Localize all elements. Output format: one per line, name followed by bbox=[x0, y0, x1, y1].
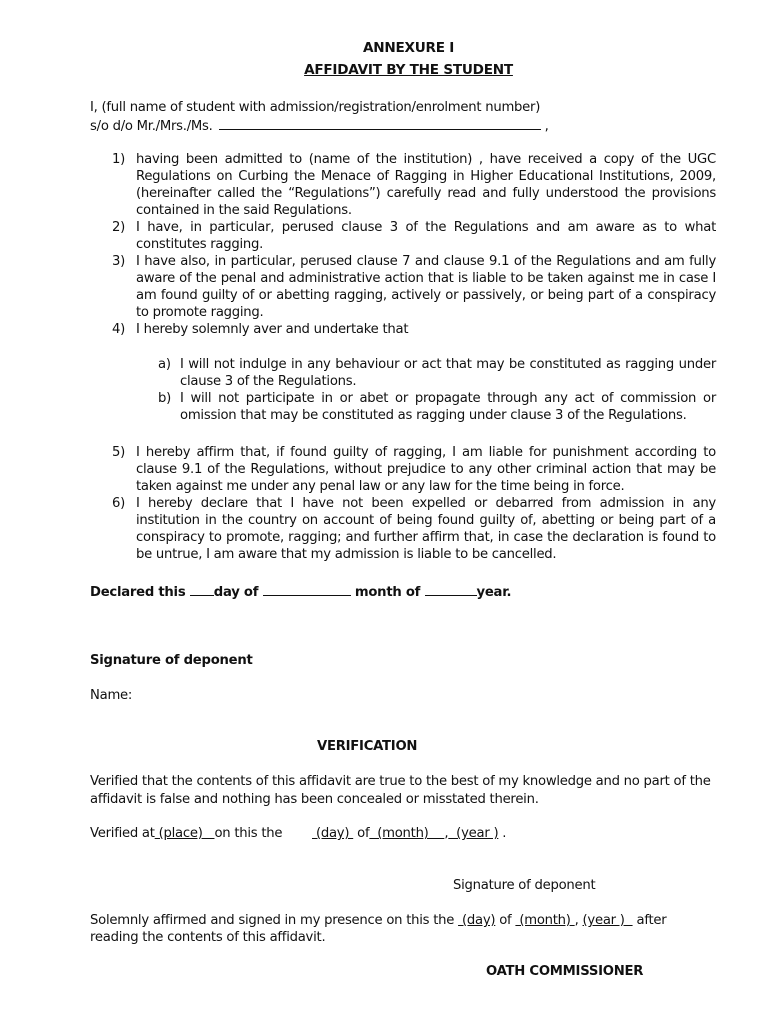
verification-line-2: affidavit is false and nothing has been concealed or misstated therein. bbox=[90, 792, 539, 807]
clause-text: I hereby solemnly aver and undertake that bbox=[136, 322, 409, 337]
day-field[interactable]: (day) bbox=[312, 826, 354, 841]
declaration-line bbox=[90, 584, 511, 600]
oath-commissioner-label: OATH COMMISSIONER bbox=[486, 964, 644, 979]
of-label: of bbox=[353, 826, 370, 841]
undertaking-item bbox=[158, 390, 716, 424]
clause-item bbox=[112, 444, 716, 495]
clause-number: 5) bbox=[112, 445, 126, 460]
intro-line-1: I, (full name of student with admission/registration/enrolment number) bbox=[90, 100, 541, 115]
verified-date-line bbox=[312, 826, 506, 841]
month-of-label: month of bbox=[354, 585, 421, 600]
undertaking-letter: a) bbox=[158, 357, 171, 372]
intro-comma: , bbox=[544, 119, 549, 134]
clause-text: I have, in particular, perused clause 3 of the Regulations and am aware as to what constitutes ragging. bbox=[136, 220, 716, 252]
on-this-the-label: on this the bbox=[214, 826, 283, 841]
declared-this-label: Declared this bbox=[90, 585, 186, 600]
parent-name-blank[interactable] bbox=[219, 118, 541, 130]
period-label: . bbox=[498, 826, 507, 841]
clause-text: I have also, in particular, perused clause 7 and clause 9.1 of the Regulations and am fully aware of the penal and administrative action that is liable to be taken against me in case I am found guilty of or abetting ragging, actively or passively, or being part of a conspiracy to promote ragging. bbox=[136, 254, 716, 320]
place-field[interactable]: (place) bbox=[154, 826, 215, 841]
affirm-comma-label: , bbox=[574, 913, 583, 928]
clause-number: 3) bbox=[112, 254, 126, 269]
undertaking-b bbox=[158, 390, 716, 424]
clause-number: 1) bbox=[112, 152, 126, 167]
verification-title: VERIFICATION bbox=[317, 739, 418, 754]
month-field[interactable]: (month) bbox=[369, 826, 445, 841]
verified-at-line bbox=[90, 826, 282, 841]
affirmation-prefix: Solemnly affirmed and signed in my presence on this the bbox=[90, 913, 459, 928]
clause-text: I hereby declare that I have not been expelled or debarred from admission in any institution in the country on account of being found guilty of, abetting or being part of a conspiracy to promote, ragging; and further affirm that, in case the declaration is found to be untrue, I am aware that my admission is liable to be cancelled. bbox=[136, 496, 716, 562]
clause-number: 2) bbox=[112, 220, 126, 235]
after-label: after bbox=[632, 913, 667, 928]
parent-prefix: s/o d/o Mr./Mrs./Ms. bbox=[90, 119, 213, 134]
clause-text: having been admitted to (name of the institution) , have received a copy of the UGC Regulations on Curbing the Menace of Ragging in Higher Educational Institutions, 2009, (hereinafter called the “Regulations”) carefully read and fully understood the provisions contained in the said Regulations. bbox=[136, 152, 716, 218]
verified-at-label: Verified at bbox=[90, 826, 155, 841]
verification-signature-label: Signature of deponent bbox=[453, 878, 596, 893]
clause-item bbox=[112, 253, 716, 321]
deponent-signature-label: Signature of deponent bbox=[90, 653, 253, 668]
year-blank[interactable] bbox=[425, 584, 477, 596]
clause-item bbox=[112, 219, 716, 253]
affirm-month-field[interactable]: (month) bbox=[515, 913, 575, 928]
undertaking-text: I will not indulge in any behaviour or act that may be constituted as ragging under clause 3 of the Regulations. bbox=[180, 357, 716, 389]
affidavit-title: AFFIDAVIT BY THE STUDENT bbox=[304, 62, 513, 78]
verification-line-1: Verified that the contents of this affidavit are true to the best of my knowledge and no part of the bbox=[90, 774, 711, 789]
month-blank[interactable] bbox=[263, 584, 351, 596]
annexure-heading: ANNEXURE I bbox=[362, 40, 455, 56]
clause-item bbox=[112, 321, 716, 338]
affirm-of-label: of bbox=[495, 913, 516, 928]
clause-item bbox=[112, 151, 716, 219]
deponent-name-label: Name: bbox=[90, 688, 133, 703]
year-field[interactable]: (year ) bbox=[448, 826, 499, 841]
undertaking-item bbox=[158, 356, 716, 390]
clauses-list-2 bbox=[112, 444, 716, 563]
affirm-day-field[interactable]: (day) bbox=[458, 913, 496, 928]
day-blank[interactable] bbox=[190, 584, 214, 596]
affirm-year-field[interactable]: (year ) bbox=[582, 913, 633, 928]
year-label: year. bbox=[476, 585, 512, 600]
affirmation-line-2: reading the contents of this affidavit. bbox=[90, 930, 326, 945]
clause-number: 6) bbox=[112, 496, 126, 511]
clauses-list-1 bbox=[112, 151, 716, 338]
intro-line-2 bbox=[90, 118, 549, 134]
comma-label: , bbox=[444, 826, 449, 841]
clause-text: I hereby affirm that, if found guilty of ragging, I am liable for punishment according to clause 9.1 of the Regulations, without prejudice to any other criminal action that may be taken against me under any penal law or any law for the time being in force. bbox=[136, 445, 716, 494]
affirmation-line-1 bbox=[90, 913, 666, 928]
undertaking-text: I will not participate in or abet or propagate through any act of commission or omission that may be constituted as ragging under clause 3 of the Regulations. bbox=[180, 391, 716, 423]
undertaking-a bbox=[158, 356, 716, 390]
clause-item bbox=[112, 495, 716, 563]
undertaking-letter: b) bbox=[158, 391, 172, 406]
day-of-label: day of bbox=[213, 585, 259, 600]
clause-number: 4) bbox=[112, 322, 126, 337]
